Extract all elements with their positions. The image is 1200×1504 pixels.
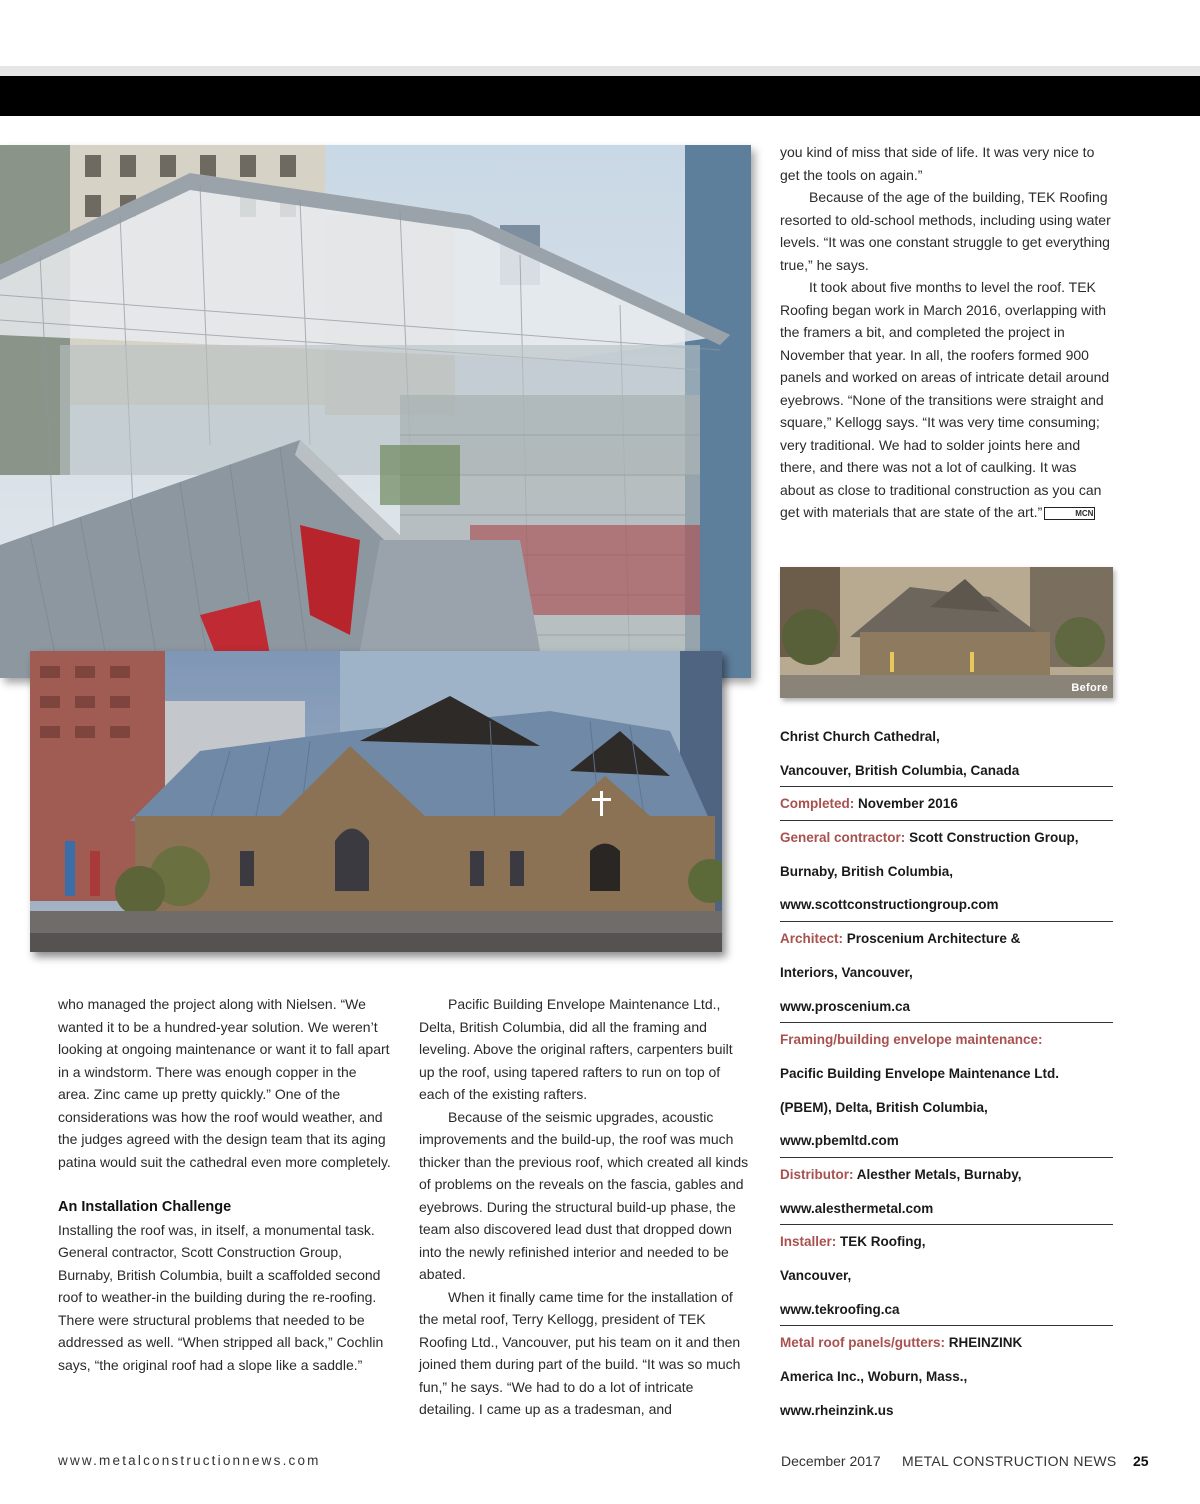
- scaffold-roof-photo: [0, 145, 751, 678]
- credit-line: [780, 1225, 1113, 1259]
- credit-url: www.rheinzink.us: [780, 1402, 894, 1418]
- credit-url: www.pbemltd.com: [780, 1124, 1113, 1158]
- paragraph: who managed the project along with Nielsen. “We wanted it to be a hundred-year solution. We weren’t looking at ongoing maintenance or want it to fall apart in a windstorm. There was enough copper in the area. Zinc came up pretty quickly.” One of the considerations was how the roof would weather, and the judges agreed with the design team that its aging patina would suit the cathedral even more completely.: [58, 996, 391, 1170]
- credit-line: America Inc., Woburn, Mass.,: [780, 1369, 968, 1385]
- footer-date: December 2017: [781, 1453, 881, 1469]
- credit-line: [780, 1023, 1113, 1057]
- mcn-end-mark: MCN: [1044, 507, 1095, 520]
- article-column-right: [780, 141, 1113, 524]
- paragraph: Because of the seismic upgrades, acoustic improvements and the build-up, the roof was much thicker than the previous roof, which created all kinds of problems on the reveals on the fascia, gables and eyebrows. During the structural build-up phase, the team also discovered lead dust that dropped down into the newly refinished interior and needed to be abated.: [419, 1108, 749, 1282]
- credit-label: Architect:: [780, 931, 844, 947]
- project-credits: [780, 720, 1113, 1427]
- paragraph: you kind of miss that side of life. It was very nice to get the tools on again.”: [780, 144, 1095, 183]
- paragraph: When it finally came time for the installation of the metal roof, Terry Kellogg, president of TEK Roofing Ltd., Vancouver, put his team on it and then joined them during part of the build. “It was so much fun,” he says. “We had to do a lot of intricate detailing. I came up as a tradesman, and: [419, 1288, 741, 1417]
- credit-value: RHEINZINK: [948, 1335, 1023, 1351]
- credit-label: Framing/building envelope maintenance:: [780, 1032, 1043, 1048]
- paragraph-text: It took about five months to level the roof. TEK Roofing began work in March 2016, overlapping with the framers a bit, and completed the project in November that year. In all, the roofers formed 900 panels and worked on areas of intricate detail around eyebrows. “None of the transitions were straight and square,” Kellogg says. “It was very time consuming; very traditional. We had to solder joints here and there, and there was not a lot of caulking. It was about as close to traditional construction as you can get with materials that are state of the art.”: [780, 279, 1110, 520]
- credit-line: [780, 821, 1113, 855]
- paragraph: Installing the roof was, in itself, a monumental task. General contractor, Scott Construction Group, Burnaby, British Columbia, built a scaffolded second roof to weather-in the building during the re-roofing. There were structural problems that needed to be addressed as well. “When stripped all back,” Cochlin says, “the original roof had a slope like a saddle.”: [58, 1221, 384, 1373]
- credit-line: [780, 1326, 1113, 1360]
- article-column-left: [58, 993, 391, 1376]
- credit-label: Installer:: [780, 1234, 837, 1250]
- top-gray-strip: [0, 66, 1200, 76]
- credit-url: www.alesthermetal.com: [780, 1192, 1113, 1226]
- footer-website: www.metalconstructionnews.com: [58, 1453, 321, 1468]
- before-caption: Before: [1071, 682, 1108, 694]
- top-black-bar: [0, 76, 1200, 116]
- credit-line: [780, 1158, 1113, 1192]
- page-number: 25: [1133, 1453, 1149, 1469]
- credit-url: www.proscenium.ca: [780, 990, 1113, 1024]
- credit-url: www.scottconstructiongroup.com: [780, 888, 1113, 922]
- credit-line: Christ Church Cathedral,: [780, 729, 940, 744]
- credit-line: Vancouver,: [780, 1268, 852, 1283]
- credit-line: Burnaby, British Columbia,: [780, 863, 954, 879]
- cathedral-before-photo: [780, 567, 1113, 698]
- credit-label: Distributor:: [780, 1166, 854, 1182]
- footer-magazine-name: METAL CONSTRUCTION NEWS: [902, 1453, 1117, 1469]
- credit-value: TEK Roofing,: [840, 1234, 926, 1250]
- credit-line: Pacific Building Envelope Maintenance Ltd.: [780, 1065, 1060, 1081]
- credit-label: Metal roof panels/gutters:: [780, 1335, 946, 1351]
- credit-value: Alesther Metals, Burnaby,: [856, 1166, 1022, 1182]
- credit-line: [780, 922, 1113, 956]
- paragraph: [780, 276, 1113, 524]
- paragraph: Because of the age of the building, TEK Roofing resorted to old-school methods, including using water levels. “It was one constant struggle to get everything true,” he says.: [780, 189, 1111, 273]
- credit-line: Interiors, Vancouver,: [780, 964, 913, 980]
- section-heading: An Installation Challenge: [58, 1199, 232, 1215]
- credit-line: Vancouver, British Columbia, Canada: [780, 754, 1113, 788]
- cathedral-after-photo: [30, 651, 722, 952]
- credit-value: Proscenium Architecture &: [846, 931, 1021, 947]
- credit-value: Scott Construction Group,: [909, 830, 1079, 846]
- credit-label: General contractor:: [780, 830, 906, 846]
- article-column-middle: [419, 993, 752, 1421]
- credit-url: www.tekroofing.ca: [780, 1293, 1113, 1327]
- credit-label: Completed:: [780, 796, 855, 812]
- credit-line: [780, 787, 1113, 821]
- credit-value: November 2016: [858, 796, 958, 812]
- credit-line: (PBEM), Delta, British Columbia,: [780, 1099, 988, 1115]
- paragraph: Pacific Building Envelope Maintenance Ltd., Delta, British Columbia, did all the framing and leveling. Above the original rafters, carpenters built up the roof, using tapered rafters to run on top of each of the existing rafters.: [419, 996, 733, 1102]
